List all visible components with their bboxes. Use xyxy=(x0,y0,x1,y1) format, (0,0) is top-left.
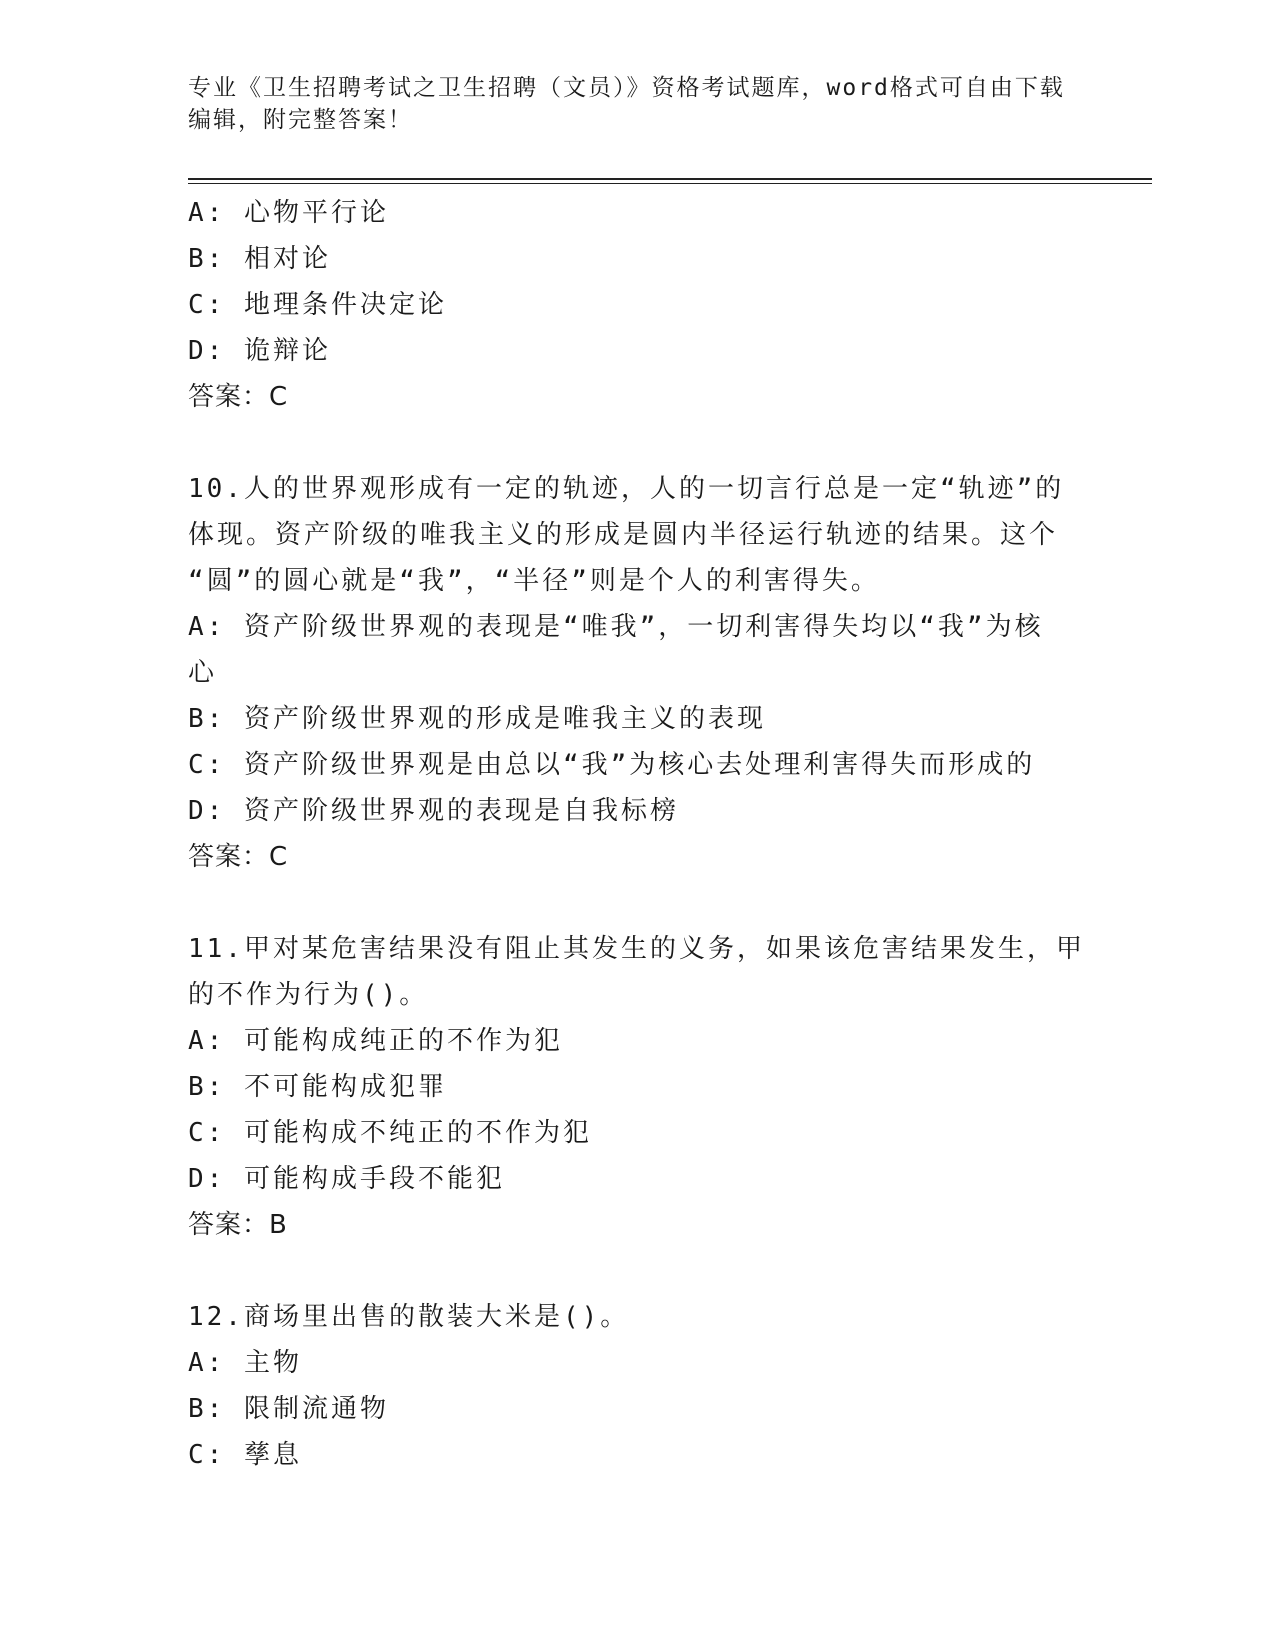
document-header xyxy=(188,72,1088,136)
question-stem-line: 10.人的世界观形成有一定的轨迹，人的一切言行总是一定“轨迹”的 xyxy=(188,474,1065,504)
spacer xyxy=(188,420,1088,466)
question-stem-line: 体现。资产阶级的唯我主义的形成是圆内半径运行轨迹的结果。这个 xyxy=(188,520,1059,550)
question-stem-line: 的不作为行为()。 xyxy=(188,980,429,1010)
option-c: C: 孳息 xyxy=(188,1440,302,1470)
question-stem-line: 11.甲对某危害结果没有阻止其发生的义务，如果该危害结果发生，甲 xyxy=(188,934,1085,964)
spacer xyxy=(188,880,1088,926)
question-10-block xyxy=(188,466,1088,880)
option-a-continued: 心 xyxy=(188,658,218,688)
option-c: C: 地理条件决定论 xyxy=(188,290,447,320)
option-b: B: 资产阶级世界观的形成是唯我主义的表现 xyxy=(188,704,766,734)
option-b: B: 不可能构成犯罪 xyxy=(188,1072,447,1102)
option-c: C: 可能构成不纯正的不作为犯 xyxy=(188,1118,592,1148)
header-line-1: 专业《卫生招聘考试之卫生招聘（文员）》资格考试题库，word格式可自由下载 xyxy=(188,75,1065,101)
option-c: C: 资产阶级世界观是由总以“我”为核心去处理利害得失而形成的 xyxy=(188,750,1036,780)
header-divider-thin xyxy=(188,183,1152,184)
answer-line: 答案：B xyxy=(188,1210,288,1240)
document-body xyxy=(188,190,1088,1478)
option-b: B: 相对论 xyxy=(188,244,331,274)
option-d: D: 资产阶级世界观的表现是自我标榜 xyxy=(188,796,679,826)
option-b: B: 限制流通物 xyxy=(188,1394,389,1424)
question-12-block xyxy=(188,1294,1088,1478)
spacer xyxy=(188,1248,1088,1294)
question-stem-line: 12.商场里出售的散装大米是()。 xyxy=(188,1302,630,1332)
header-divider-thick xyxy=(188,178,1152,180)
option-a: A: 主物 xyxy=(188,1348,302,1378)
header-line-2: 编辑，附完整答案！ xyxy=(188,107,413,133)
question-11-block xyxy=(188,926,1088,1248)
option-d: D: 诡辩论 xyxy=(188,336,331,366)
question-stem-line: “圆”的圆心就是“我”，“半径”则是个人的利害得失。 xyxy=(188,566,880,596)
answer-line: 答案：C xyxy=(188,842,289,872)
option-a: A: 心物平行论 xyxy=(188,198,389,228)
option-a: A: 可能构成纯正的不作为犯 xyxy=(188,1026,563,1056)
option-a: A: 资产阶级世界观的表现是“唯我”，一切利害得失均以“我”为核 xyxy=(188,612,1044,642)
option-d: D: 可能构成手段不能犯 xyxy=(188,1164,505,1194)
question-9-block xyxy=(188,190,1088,420)
answer-line: 答案：C xyxy=(188,382,289,412)
